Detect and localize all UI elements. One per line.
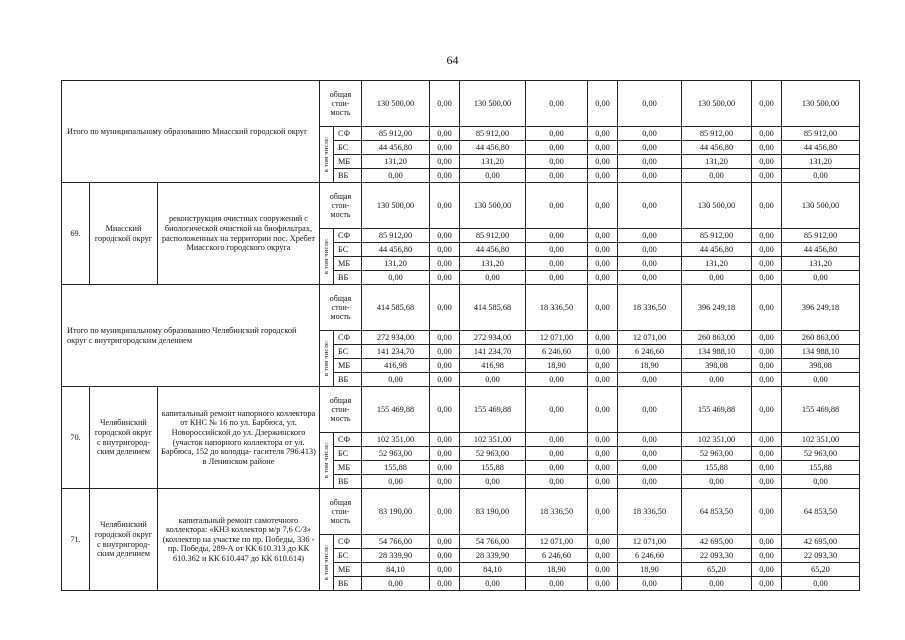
value-cell: 0,00 bbox=[618, 169, 682, 183]
value-cell: 85 912,00 bbox=[460, 127, 526, 141]
value-cell: 0,00 bbox=[618, 373, 682, 387]
value-cell: 28 339,90 bbox=[460, 549, 526, 563]
value-cell: 155 469,88 bbox=[782, 387, 860, 433]
value-cell: 0,00 bbox=[618, 475, 682, 489]
value-cell: 0,00 bbox=[782, 373, 860, 387]
in-total-text: в том числе: bbox=[322, 544, 330, 581]
value-cell: 0,00 bbox=[752, 489, 782, 535]
value-cell: 102 351,00 bbox=[682, 433, 752, 447]
value-cell: 130 500,00 bbox=[460, 183, 526, 229]
value-cell: 0,00 bbox=[588, 433, 618, 447]
value-cell: 0,00 bbox=[526, 387, 588, 433]
value-cell: 0,00 bbox=[430, 475, 460, 489]
value-cell: 0,00 bbox=[682, 169, 752, 183]
district-name: Челябинский городской округ с внутригород- ским делением bbox=[90, 387, 158, 489]
table-row bbox=[62, 387, 860, 433]
value-cell: 52 963,00 bbox=[460, 447, 526, 461]
value-cell: 0,00 bbox=[588, 257, 618, 271]
value-cell: 85 912,00 bbox=[682, 229, 752, 243]
value-cell: 0,00 bbox=[618, 577, 682, 591]
value-cell: 102 351,00 bbox=[460, 433, 526, 447]
value-cell: 0,00 bbox=[588, 183, 618, 229]
value-cell: 0,00 bbox=[588, 549, 618, 563]
value-cell: 0,00 bbox=[588, 577, 618, 591]
funding-source-code: ВБ bbox=[334, 271, 362, 285]
value-cell: 0,00 bbox=[588, 373, 618, 387]
value-cell: 130 500,00 bbox=[362, 183, 430, 229]
value-cell: 131,20 bbox=[682, 155, 752, 169]
value-cell: 0,00 bbox=[618, 257, 682, 271]
value-cell: 0,00 bbox=[588, 271, 618, 285]
value-cell: 0,00 bbox=[526, 461, 588, 475]
value-cell: 0,00 bbox=[618, 433, 682, 447]
item-number: 69. bbox=[62, 183, 90, 285]
value-cell: 0,00 bbox=[752, 461, 782, 475]
value-cell: 0,00 bbox=[618, 155, 682, 169]
value-cell: 0,00 bbox=[618, 271, 682, 285]
value-cell: 416,98 bbox=[460, 359, 526, 373]
value-cell: 0,00 bbox=[430, 271, 460, 285]
value-cell: 0,00 bbox=[588, 169, 618, 183]
value-cell: 18 336,50 bbox=[618, 285, 682, 331]
project-description: капитальный ремонт напорного коллектора от КНС № 16 по ул. Барбюса, ул. Новороссийской до ул. Дзержинского (участок напорного коллектора от ул. Барбюса, 152 до колодца- гасителя 796.413) в Ленинском районе bbox=[158, 387, 320, 489]
value-cell: 102 351,00 bbox=[782, 433, 860, 447]
value-cell: 0,00 bbox=[782, 475, 860, 489]
value-cell: 0,00 bbox=[752, 331, 782, 345]
in-total-vertical-label bbox=[320, 127, 334, 183]
value-cell: 18 336,50 bbox=[526, 285, 588, 331]
value-cell: 0,00 bbox=[460, 475, 526, 489]
value-cell: 0,00 bbox=[526, 257, 588, 271]
table-body bbox=[62, 81, 860, 591]
value-cell: 0,00 bbox=[752, 549, 782, 563]
value-cell: 0,00 bbox=[588, 141, 618, 155]
value-cell: 0,00 bbox=[430, 169, 460, 183]
value-cell: 52 963,00 bbox=[782, 447, 860, 461]
value-cell: 141 234,70 bbox=[460, 345, 526, 359]
in-total-vertical-label bbox=[320, 331, 334, 387]
value-cell: 0,00 bbox=[526, 447, 588, 461]
value-cell: 0,00 bbox=[430, 183, 460, 229]
value-cell: 12 071,00 bbox=[618, 331, 682, 345]
value-cell: 398,08 bbox=[682, 359, 752, 373]
funding-source-code: СФ bbox=[334, 127, 362, 141]
value-cell: 0,00 bbox=[618, 127, 682, 141]
value-cell: 84,10 bbox=[362, 563, 430, 577]
funding-source-code: СФ bbox=[334, 229, 362, 243]
value-cell: 0,00 bbox=[526, 243, 588, 257]
cost-type-label: общая стои- мость bbox=[320, 387, 362, 433]
value-cell: 85 912,00 bbox=[782, 127, 860, 141]
value-cell: 0,00 bbox=[618, 183, 682, 229]
value-cell: 396 249,18 bbox=[782, 285, 860, 331]
value-cell: 44 456,80 bbox=[682, 243, 752, 257]
value-cell: 64 853,50 bbox=[782, 489, 860, 535]
value-cell: 130 500,00 bbox=[782, 81, 860, 127]
value-cell: 134 988,10 bbox=[782, 345, 860, 359]
value-cell: 130 500,00 bbox=[362, 81, 430, 127]
value-cell: 155,88 bbox=[682, 461, 752, 475]
value-cell: 65,20 bbox=[682, 563, 752, 577]
value-cell: 260 863,00 bbox=[682, 331, 752, 345]
value-cell: 0,00 bbox=[618, 447, 682, 461]
table-row bbox=[62, 183, 860, 229]
value-cell: 155,88 bbox=[782, 461, 860, 475]
value-cell: 0,00 bbox=[752, 257, 782, 271]
value-cell: 18,90 bbox=[618, 359, 682, 373]
in-total-text: в том числе: bbox=[322, 442, 330, 479]
value-cell: 12 071,00 bbox=[618, 535, 682, 549]
funding-source-code: МБ bbox=[334, 461, 362, 475]
value-cell: 130 500,00 bbox=[682, 183, 752, 229]
value-cell: 0,00 bbox=[752, 155, 782, 169]
value-cell: 0,00 bbox=[526, 271, 588, 285]
value-cell: 130 500,00 bbox=[782, 183, 860, 229]
value-cell: 0,00 bbox=[618, 81, 682, 127]
value-cell: 0,00 bbox=[430, 387, 460, 433]
value-cell: 0,00 bbox=[430, 447, 460, 461]
value-cell: 0,00 bbox=[588, 243, 618, 257]
value-cell: 0,00 bbox=[752, 475, 782, 489]
value-cell: 0,00 bbox=[526, 577, 588, 591]
value-cell: 131,20 bbox=[362, 257, 430, 271]
value-cell: 0,00 bbox=[430, 229, 460, 243]
value-cell: 414 585,68 bbox=[460, 285, 526, 331]
value-cell: 22 093,30 bbox=[782, 549, 860, 563]
value-cell: 0,00 bbox=[430, 577, 460, 591]
value-cell: 12 071,00 bbox=[526, 331, 588, 345]
funding-source-code: ВБ bbox=[334, 577, 362, 591]
value-cell: 0,00 bbox=[618, 461, 682, 475]
table-row bbox=[62, 489, 860, 535]
value-cell: 0,00 bbox=[588, 359, 618, 373]
value-cell: 42 695,00 bbox=[682, 535, 752, 549]
value-cell: 0,00 bbox=[618, 229, 682, 243]
value-cell: 130 500,00 bbox=[460, 81, 526, 127]
value-cell: 18,90 bbox=[526, 359, 588, 373]
value-cell: 414 585,68 bbox=[362, 285, 430, 331]
funding-source-code: БС bbox=[334, 141, 362, 155]
cost-type-label: общая стои- мость bbox=[320, 183, 362, 229]
value-cell: 130 500,00 bbox=[682, 81, 752, 127]
in-total-vertical-label bbox=[320, 535, 334, 591]
in-total-vertical-label bbox=[320, 229, 334, 285]
value-cell: 131,20 bbox=[362, 155, 430, 169]
funding-source-code: ВБ bbox=[334, 475, 362, 489]
value-cell: 44 456,80 bbox=[782, 141, 860, 155]
value-cell: 0,00 bbox=[460, 271, 526, 285]
item-number: 70. bbox=[62, 387, 90, 489]
value-cell: 6 246,60 bbox=[618, 345, 682, 359]
value-cell: 155 469,88 bbox=[682, 387, 752, 433]
value-cell: 0,00 bbox=[752, 183, 782, 229]
value-cell: 0,00 bbox=[526, 169, 588, 183]
in-total-text: в том числе: bbox=[322, 340, 330, 377]
funding-source-code: МБ bbox=[334, 563, 362, 577]
project-description: реконструкция очистных сооружений с биологической очисткой на биофильтрах, расположенных на территории пос. Хребет Миасского городского округа bbox=[158, 183, 320, 285]
value-cell: 0,00 bbox=[682, 475, 752, 489]
value-cell: 84,10 bbox=[460, 563, 526, 577]
value-cell: 0,00 bbox=[526, 155, 588, 169]
in-total-text: в том числе: bbox=[322, 136, 330, 173]
funding-source-code: БС bbox=[334, 345, 362, 359]
project-description: капитальный ремонт самотечного коллектора: «КН3 коллектор м/р 7,6 С/З» (коллектор на участке по пр. Победы, 336 - пр. Победы, 289-А от КК 610.313 до КК 610.362 и КК 610.447 до КК 610.614) bbox=[158, 489, 320, 591]
value-cell: 0,00 bbox=[588, 461, 618, 475]
value-cell: 0,00 bbox=[430, 489, 460, 535]
value-cell: 102 351,00 bbox=[362, 433, 430, 447]
value-cell: 0,00 bbox=[618, 243, 682, 257]
value-cell: 0,00 bbox=[460, 373, 526, 387]
value-cell: 131,20 bbox=[782, 155, 860, 169]
value-cell: 44 456,80 bbox=[460, 141, 526, 155]
value-cell: 85 912,00 bbox=[362, 229, 430, 243]
value-cell: 0,00 bbox=[526, 81, 588, 127]
value-cell: 0,00 bbox=[618, 387, 682, 433]
value-cell: 0,00 bbox=[588, 563, 618, 577]
value-cell: 0,00 bbox=[526, 433, 588, 447]
value-cell: 260 863,00 bbox=[782, 331, 860, 345]
value-cell: 0,00 bbox=[362, 577, 430, 591]
value-cell: 83 190,00 bbox=[460, 489, 526, 535]
value-cell: 0,00 bbox=[526, 127, 588, 141]
value-cell: 155 469,88 bbox=[460, 387, 526, 433]
funding-source-code: МБ bbox=[334, 155, 362, 169]
value-cell: 0,00 bbox=[430, 461, 460, 475]
value-cell: 0,00 bbox=[430, 373, 460, 387]
value-cell: 272 934,00 bbox=[362, 331, 430, 345]
value-cell: 0,00 bbox=[752, 243, 782, 257]
value-cell: 0,00 bbox=[430, 155, 460, 169]
value-cell: 0,00 bbox=[752, 577, 782, 591]
value-cell: 0,00 bbox=[752, 563, 782, 577]
value-cell: 0,00 bbox=[682, 271, 752, 285]
value-cell: 0,00 bbox=[588, 535, 618, 549]
value-cell: 83 190,00 bbox=[362, 489, 430, 535]
value-cell: 0,00 bbox=[430, 243, 460, 257]
value-cell: 12 071,00 bbox=[526, 535, 588, 549]
cost-type-label: общая стои- мость bbox=[320, 285, 362, 331]
value-cell: 416,98 bbox=[362, 359, 430, 373]
value-cell: 0,00 bbox=[430, 563, 460, 577]
value-cell: 0,00 bbox=[362, 475, 430, 489]
value-cell: 0,00 bbox=[752, 285, 782, 331]
value-cell: 0,00 bbox=[752, 433, 782, 447]
value-cell: 0,00 bbox=[430, 257, 460, 271]
value-cell: 0,00 bbox=[430, 81, 460, 127]
value-cell: 0,00 bbox=[588, 229, 618, 243]
cost-type-label: общая стои- мость bbox=[320, 81, 362, 127]
value-cell: 0,00 bbox=[752, 359, 782, 373]
value-cell: 0,00 bbox=[460, 169, 526, 183]
value-cell: 0,00 bbox=[782, 577, 860, 591]
value-cell: 0,00 bbox=[588, 331, 618, 345]
in-total-text: в том числе: bbox=[322, 238, 330, 275]
value-cell: 0,00 bbox=[752, 447, 782, 461]
funding-source-code: БС bbox=[334, 243, 362, 257]
value-cell: 0,00 bbox=[588, 387, 618, 433]
value-cell: 0,00 bbox=[526, 373, 588, 387]
value-cell: 85 912,00 bbox=[460, 229, 526, 243]
value-cell: 0,00 bbox=[460, 577, 526, 591]
value-cell: 0,00 bbox=[362, 271, 430, 285]
value-cell: 18 336,50 bbox=[526, 489, 588, 535]
value-cell: 52 963,00 bbox=[362, 447, 430, 461]
total-label: Итого по муниципальному образованию Миасский городской округ bbox=[62, 81, 320, 183]
value-cell: 0,00 bbox=[526, 183, 588, 229]
value-cell: 0,00 bbox=[588, 155, 618, 169]
value-cell: 0,00 bbox=[588, 127, 618, 141]
value-cell: 134 988,10 bbox=[682, 345, 752, 359]
funding-source-code: БС bbox=[334, 549, 362, 563]
funding-source-code: СФ bbox=[334, 535, 362, 549]
cost-type-label: общая стои- мость bbox=[320, 489, 362, 535]
funding-source-code: БС bbox=[334, 447, 362, 461]
value-cell: 44 456,80 bbox=[682, 141, 752, 155]
value-cell: 272 934,00 bbox=[460, 331, 526, 345]
value-cell: 0,00 bbox=[588, 345, 618, 359]
value-cell: 0,00 bbox=[430, 285, 460, 331]
funding-source-code: МБ bbox=[334, 257, 362, 271]
value-cell: 0,00 bbox=[752, 127, 782, 141]
value-cell: 22 093,30 bbox=[682, 549, 752, 563]
value-cell: 141 234,70 bbox=[362, 345, 430, 359]
value-cell: 155,88 bbox=[362, 461, 430, 475]
page-number: 64 bbox=[446, 53, 459, 67]
value-cell: 0,00 bbox=[752, 271, 782, 285]
value-cell: 0,00 bbox=[752, 81, 782, 127]
value-cell: 6 246,60 bbox=[526, 549, 588, 563]
value-cell: 42 695,00 bbox=[782, 535, 860, 549]
value-cell: 0,00 bbox=[588, 447, 618, 461]
value-cell: 6 246,60 bbox=[618, 549, 682, 563]
value-cell: 0,00 bbox=[430, 535, 460, 549]
value-cell: 398,08 bbox=[782, 359, 860, 373]
value-cell: 0,00 bbox=[362, 169, 430, 183]
table-row bbox=[62, 285, 860, 331]
value-cell: 65,20 bbox=[782, 563, 860, 577]
value-cell: 0,00 bbox=[588, 475, 618, 489]
value-cell: 0,00 bbox=[752, 169, 782, 183]
value-cell: 0,00 bbox=[588, 285, 618, 331]
table-row bbox=[62, 81, 860, 127]
funding-source-code: СФ bbox=[334, 331, 362, 345]
value-cell: 155 469,88 bbox=[362, 387, 430, 433]
funding-source-code: МБ bbox=[334, 359, 362, 373]
value-cell: 0,00 bbox=[430, 127, 460, 141]
value-cell: 131,20 bbox=[460, 155, 526, 169]
value-cell: 0,00 bbox=[782, 169, 860, 183]
district-name: Челябинский городской округ с внутригород- ским делением bbox=[90, 489, 158, 591]
value-cell: 0,00 bbox=[526, 141, 588, 155]
value-cell: 0,00 bbox=[430, 433, 460, 447]
value-cell: 0,00 bbox=[752, 141, 782, 155]
value-cell: 44 456,80 bbox=[460, 243, 526, 257]
value-cell: 54 766,00 bbox=[460, 535, 526, 549]
value-cell: 155,88 bbox=[460, 461, 526, 475]
value-cell: 18,90 bbox=[526, 563, 588, 577]
value-cell: 0,00 bbox=[430, 345, 460, 359]
value-cell: 0,00 bbox=[430, 331, 460, 345]
funding-source-code: СФ bbox=[334, 433, 362, 447]
value-cell: 0,00 bbox=[430, 141, 460, 155]
value-cell: 131,20 bbox=[782, 257, 860, 271]
value-cell: 44 456,80 bbox=[782, 243, 860, 257]
district-name: Миасский городской округ bbox=[90, 183, 158, 285]
value-cell: 0,00 bbox=[782, 271, 860, 285]
item-number: 71. bbox=[62, 489, 90, 591]
value-cell: 396 249,18 bbox=[682, 285, 752, 331]
value-cell: 18 336,50 bbox=[618, 489, 682, 535]
value-cell: 0,00 bbox=[752, 535, 782, 549]
value-cell: 18,90 bbox=[618, 563, 682, 577]
value-cell: 0,00 bbox=[430, 359, 460, 373]
value-cell: 64 853,50 bbox=[682, 489, 752, 535]
value-cell: 6 246,60 bbox=[526, 345, 588, 359]
value-cell: 54 766,00 bbox=[362, 535, 430, 549]
value-cell: 0,00 bbox=[588, 81, 618, 127]
value-cell: 0,00 bbox=[752, 229, 782, 243]
value-cell: 0,00 bbox=[752, 387, 782, 433]
value-cell: 44 456,80 bbox=[362, 243, 430, 257]
value-cell: 85 912,00 bbox=[682, 127, 752, 141]
value-cell: 85 912,00 bbox=[362, 127, 430, 141]
value-cell: 0,00 bbox=[682, 577, 752, 591]
value-cell: 0,00 bbox=[362, 373, 430, 387]
value-cell: 131,20 bbox=[460, 257, 526, 271]
value-cell: 0,00 bbox=[618, 141, 682, 155]
funding-source-code: ВБ bbox=[334, 373, 362, 387]
value-cell: 85 912,00 bbox=[782, 229, 860, 243]
total-label: Итого по муниципальному образованию Челябинский городской округ с внутригородским делением bbox=[62, 285, 320, 387]
in-total-vertical-label bbox=[320, 433, 334, 489]
value-cell: 44 456,80 bbox=[362, 141, 430, 155]
value-cell: 52 963,00 bbox=[682, 447, 752, 461]
value-cell: 0,00 bbox=[682, 373, 752, 387]
value-cell: 0,00 bbox=[526, 229, 588, 243]
value-cell: 0,00 bbox=[752, 373, 782, 387]
value-cell: 0,00 bbox=[526, 475, 588, 489]
value-cell: 131,20 bbox=[682, 257, 752, 271]
value-cell: 0,00 bbox=[588, 489, 618, 535]
value-cell: 0,00 bbox=[752, 345, 782, 359]
value-cell: 0,00 bbox=[430, 549, 460, 563]
funding-table bbox=[61, 80, 860, 591]
funding-source-code: ВБ bbox=[334, 169, 362, 183]
value-cell: 28 339,90 bbox=[362, 549, 430, 563]
